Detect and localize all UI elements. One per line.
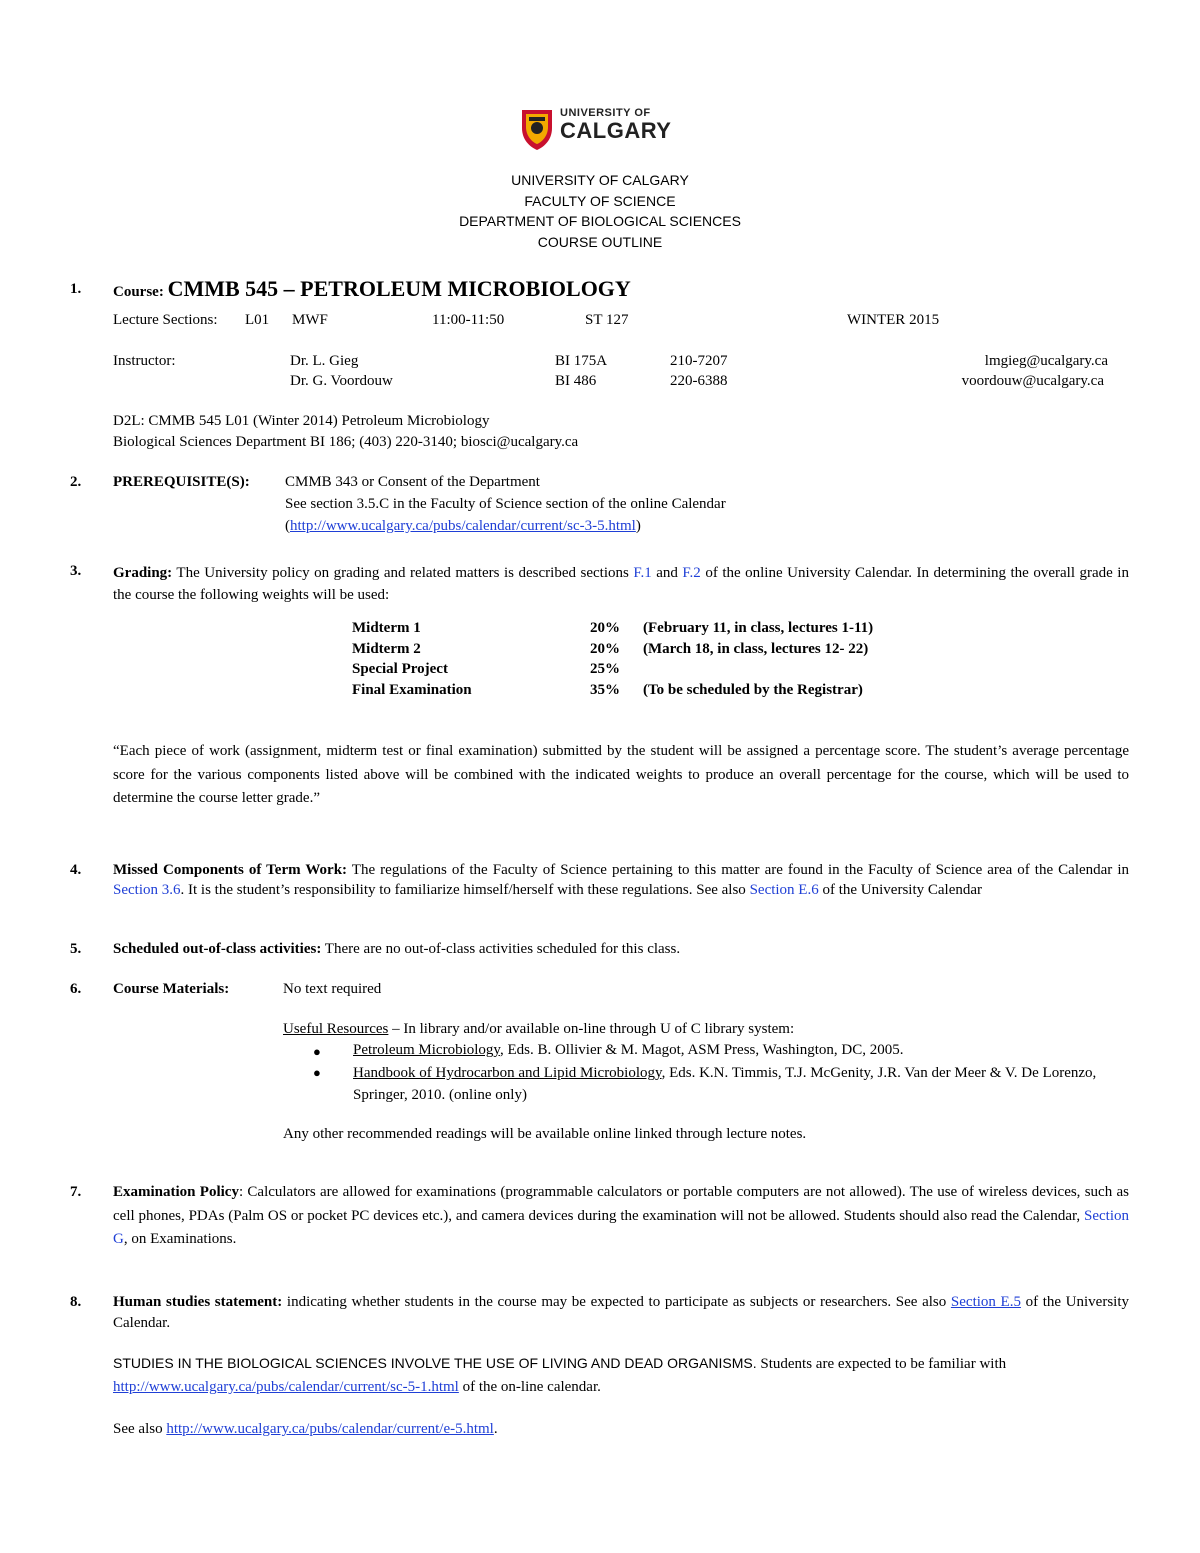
useful-resources-text: – In library and/or available on-line through U of C library system: <box>388 1021 795 1037</box>
instructor-email[interactable]: lmgieg@ucalgary.ca <box>984 353 1108 369</box>
grading-text-b: and <box>651 565 683 581</box>
calendar-sc-3-5-link[interactable]: http://www.ucalgary.ca/pubs/calendar/current/sc-3-5.html <box>290 518 636 534</box>
header-department: DEPARTMENT OF BIOLOGICAL SCIENCES <box>459 213 741 229</box>
prerequisite-see: See section 3.5.C in the Faculty of Science section of the online Calendar <box>285 496 726 512</box>
missed-components-paragraph <box>113 860 1129 900</box>
studies-paragraph <box>113 1352 1129 1399</box>
resource-title: Handbook of Hydrocarbon and Lipid Microbiology <box>353 1065 662 1081</box>
studies-caps: STUDIES IN THE BIOLOGICAL SCIENCES INVOLVE THE USE OF LIVING AND DEAD ORGANISMS. <box>113 1355 757 1371</box>
out-of-class-line <box>113 941 680 958</box>
instructor-name: Dr. G. Voordouw <box>290 373 393 389</box>
instructor-phone: 220-6388 <box>670 373 728 389</box>
lecture-days: MWF <box>292 312 328 328</box>
out-of-class-text: There are no out-of-class activities scheduled for this class. <box>321 941 681 957</box>
lecture-room: ST 127 <box>585 312 629 328</box>
course-title-line <box>113 276 631 302</box>
studies-text-a: Students are expected to be familiar with <box>756 1356 1007 1372</box>
useful-resources-label: Useful Resources <box>283 1021 389 1037</box>
course-materials-text: No text required <box>283 981 382 997</box>
instructor-office: BI 486 <box>555 373 597 389</box>
section-number: 6. <box>70 981 82 997</box>
resource-details: , Eds. K.N. Timmis, T.J. McGenity, J.R. Van der Meer & V. De Lorenzo, Springer, 2010. (online only) <box>353 1065 1097 1103</box>
university-logo <box>520 106 690 156</box>
d2l-line: D2L: CMMB 545 L01 (Winter 2014) Petroleum Microbiology <box>113 413 490 429</box>
out-of-class-label: Scheduled out-of-class activities: <box>113 941 322 957</box>
section-number: 3. <box>70 563 82 579</box>
instructor-office: BI 175A <box>555 353 608 369</box>
weight-percent: 20% <box>590 641 620 657</box>
exam-policy-label: Examination Policy <box>113 1184 239 1200</box>
missed-components-label: Missed Components of Term Work: <box>113 862 348 878</box>
human-studies-text-b: of the University Calendar. <box>113 1294 1130 1331</box>
course-materials-label: Course Materials: <box>113 981 230 997</box>
weight-percent: 35% <box>590 682 620 698</box>
paren-close: ) <box>635 518 641 534</box>
header-course-outline: COURSE OUTLINE <box>537 233 663 250</box>
section-e6-link[interactable]: Section E.6 <box>749 882 819 898</box>
section-number: 7. <box>70 1184 82 1200</box>
exam-policy-text-b: , on Examinations. <box>123 1231 237 1247</box>
prerequisite-label: PREREQUISITE(S): <box>113 474 250 490</box>
weight-note: (March 18, in class, lectures 12- 22) <box>643 641 869 657</box>
see-also-text: See also <box>113 1421 167 1437</box>
human-studies-label: Human studies statement: <box>113 1294 283 1310</box>
weight-item: Final Examination <box>352 682 472 698</box>
grading-text-a: The University policy on grading and related matters is described sections <box>172 565 634 581</box>
section-number: 5. <box>70 941 82 957</box>
human-studies-paragraph <box>113 1292 1129 1333</box>
grading-quote: “Each piece of work (assignment, midterm test or final examination) submitted by the student will be assigned a percentage score. The student’s average percentage score for the various components listed above will be combined with the indicated weights to produce an overall percentage for the course, which will be used to determine the course letter grade.” <box>113 743 1129 806</box>
grading-text-c: of the online University Calendar. In determining the overall grade in the course the following weights will be used: <box>113 565 1129 603</box>
studies-text-b: of the on-line calendar. <box>458 1379 601 1395</box>
section-number: 8. <box>70 1294 82 1310</box>
paren-open: ( <box>285 518 290 534</box>
missed-text-b: . It is the student’s responsibility to familiarize himself/herself with these regulations. See also <box>180 882 750 898</box>
bullet-icon: ● <box>313 1044 321 1059</box>
calendar-sc-5-1-link[interactable]: http://www.ucalgary.ca/pubs/calendar/current/sc-5-1.html <box>113 1379 459 1395</box>
missed-text-c: of the University Calendar <box>818 882 983 898</box>
useful-resources-line <box>283 1021 794 1038</box>
prerequisite-text: CMMB 343 or Consent of the Department <box>285 474 540 490</box>
section-3-6-link[interactable]: Section 3.6 <box>113 882 181 898</box>
grading-label: Grading: <box>113 565 173 581</box>
header-faculty: FACULTY OF SCIENCE <box>524 192 676 209</box>
calendar-f1-link[interactable]: F.1 <box>633 565 652 581</box>
section-number: 4. <box>70 862 82 878</box>
lecture-time: 11:00-11:50 <box>432 312 505 328</box>
see-also-line <box>113 1421 498 1438</box>
weight-item: Midterm 2 <box>352 641 421 657</box>
department-contact: Biological Sciences Department BI 186; (403) 220-3140; biosci@ucalgary.ca <box>113 434 579 450</box>
logo-line2: CALGARY <box>560 118 672 143</box>
weight-percent: 25% <box>590 661 620 677</box>
grading-paragraph <box>113 562 1129 606</box>
logo-line1: UNIVERSITY OF <box>560 107 651 119</box>
course-title: CMMB 545 – PETROLEUM MICROBIOLOGY <box>167 276 631 301</box>
section-number: 2. <box>70 474 82 490</box>
lecture-label: Lecture Sections: <box>113 312 218 328</box>
term: WINTER 2015 <box>847 312 940 328</box>
instructor-email[interactable]: voordouw@ucalgary.ca <box>961 373 1104 389</box>
missed-text-a: The regulations of the Faculty of Science pertaining to this matter are found in the Faculty of Science area of the Calendar in <box>347 862 1129 878</box>
header-university: UNIVERSITY OF CALGARY <box>511 172 689 188</box>
resource-item <box>353 1062 1129 1106</box>
exam-policy-text-a: : Calculators are allowed for examinations (programmable calculators or portable computers are not allowed). The use of wireless devices, such as cell phones, PDAs (Palm OS or pocket PC devices etc.), and camera devices during the examination will not be allowed. Students should also read the Calendar, <box>113 1184 1129 1224</box>
other-readings: Any other recommended readings will be available online linked through lecture notes. <box>283 1126 807 1142</box>
weight-item: Midterm 1 <box>352 620 421 636</box>
section-g-link[interactable]: Section G <box>113 1207 1129 1247</box>
resource-title: Petroleum Microbiology <box>353 1042 500 1058</box>
logo-wordmark <box>560 108 671 142</box>
header-block <box>0 170 1200 252</box>
instructor-phone: 210-7207 <box>670 353 728 369</box>
weight-item: Special Project <box>352 661 448 677</box>
lecture-section: L01 <box>245 312 270 328</box>
weight-percent: 20% <box>590 620 620 636</box>
exam-policy-paragraph <box>113 1181 1129 1252</box>
instructor-name: Dr. L. Gieg <box>290 353 359 369</box>
human-studies-text-a: indicating whether students in the course may be expected to participate as subjects or researchers. See also <box>282 1294 951 1310</box>
instructor-label: Instructor: <box>113 353 176 369</box>
university-crest-icon <box>520 108 554 152</box>
resource-details: , Eds. B. Ollivier & M. Magot, ASM Press, Washington, DC, 2005. <box>499 1042 904 1058</box>
course-label: Course: <box>113 284 164 300</box>
bullet-icon: ● <box>313 1065 321 1080</box>
calendar-e-5-link[interactable]: http://www.ucalgary.ca/pubs/calendar/current/e-5.html <box>166 1421 494 1437</box>
prerequisite-link-line <box>285 518 641 535</box>
section-number: 1. <box>70 281 82 297</box>
calendar-f2-link[interactable]: F.2 <box>682 565 701 581</box>
see-also-end: . <box>493 1421 498 1437</box>
weight-note: (February 11, in class, lectures 1-11) <box>643 620 874 636</box>
weight-note: (To be scheduled by the Registrar) <box>643 682 863 698</box>
section-e5-link[interactable]: Section E.5 <box>950 1294 1021 1310</box>
resource-item <box>353 1042 903 1059</box>
